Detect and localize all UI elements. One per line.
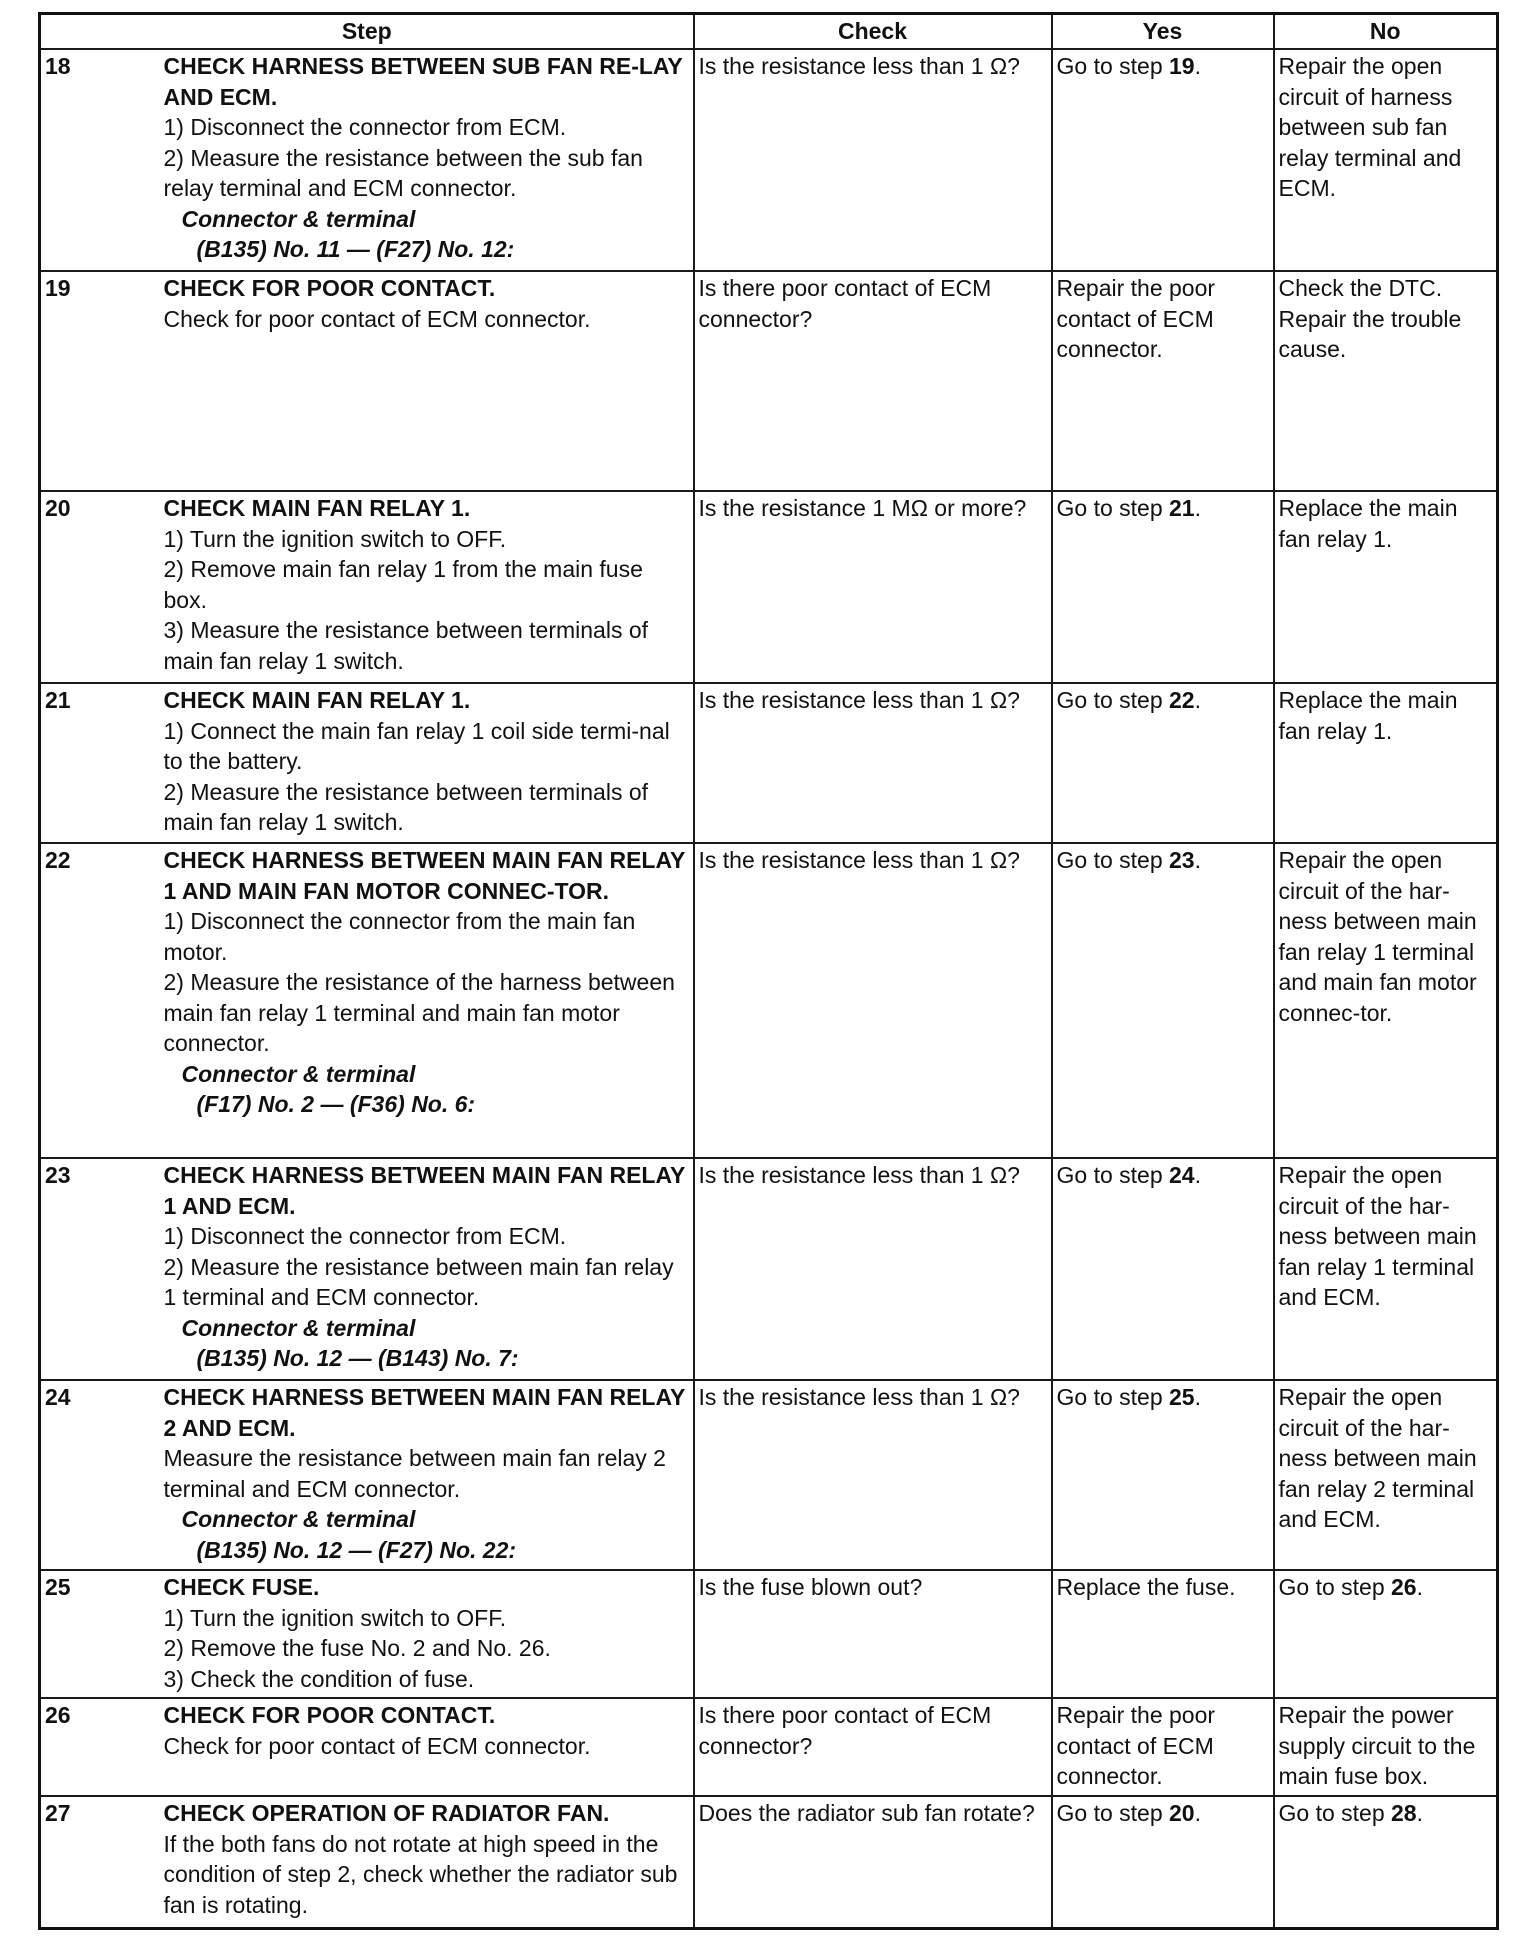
- header-check: Check: [694, 14, 1052, 50]
- check-cell: Is there poor contact of ECM connector?: [694, 271, 1052, 491]
- table-row: [40, 683, 1498, 843]
- table-row: [40, 1698, 1498, 1796]
- step-title: CHECK HARNESS BETWEEN SUB FAN RE-LAY AND ECM.: [163, 53, 683, 110]
- no-step-ref: 26: [1391, 1574, 1417, 1600]
- step-instruction: 2) Remove the fuse No. 2 and No. 26.: [163, 1635, 551, 1661]
- yes-cell: [1052, 1796, 1274, 1928]
- no-cell: [1274, 1570, 1498, 1698]
- step-number: 18: [40, 49, 160, 271]
- step-number: 21: [40, 683, 160, 843]
- step-instruction: 3) Measure the resistance between terminals of main fan relay 1 switch.: [163, 617, 649, 674]
- header-no: No: [1274, 14, 1498, 50]
- no-cell: [1274, 1380, 1498, 1570]
- no-cell: [1274, 683, 1498, 843]
- no-cell: [1274, 843, 1498, 1158]
- step-cell: [160, 1698, 694, 1796]
- step-title: CHECK OPERATION OF RADIATOR FAN.: [163, 1800, 610, 1826]
- header-step: Step: [40, 14, 694, 50]
- step-instruction: Check for poor contact of ECM connector.: [163, 1732, 591, 1759]
- step-instruction: 2) Measure the resistance between main fan relay 1 terminal and ECM connector.: [163, 1253, 674, 1310]
- step-cell: [160, 1570, 694, 1698]
- no-text: Replace the main fan relay 1.: [1278, 687, 1458, 744]
- yes-step-ref: 24: [1169, 1162, 1195, 1188]
- step-cell: [160, 49, 694, 271]
- yes-text: Repair the poor contact of ECM connector.: [1056, 275, 1216, 362]
- yes-cell: [1052, 683, 1274, 843]
- step-title: CHECK MAIN FAN RELAY 1.: [163, 495, 471, 521]
- table-row: [40, 843, 1498, 1158]
- step-instruction: 1) Disconnect the connector from the main fan motor.: [163, 908, 636, 965]
- step-title: CHECK FUSE.: [163, 1574, 320, 1600]
- yes-cell: [1052, 271, 1274, 491]
- table-row: [40, 491, 1498, 683]
- yes-text: Go to step: [1056, 495, 1170, 521]
- no-text: Go to step: [1278, 1574, 1392, 1600]
- check-cell: Is the resistance less than 1 Ω?: [694, 49, 1052, 271]
- yes-cell: [1052, 843, 1274, 1158]
- no-text: Repair the power supply circuit to the main fuse box.: [1278, 1702, 1476, 1789]
- yes-step-ref: 21: [1169, 495, 1195, 521]
- table-row: [40, 49, 1498, 271]
- no-suffix: .: [1416, 1800, 1423, 1826]
- step-instruction: If the both fans do not rotate at high speed in the condition of step 2, check whether the radiator sub fan is rotating.: [163, 1830, 678, 1918]
- yes-text: Go to step: [1056, 1384, 1170, 1410]
- check-cell: Is the resistance less than 1 Ω?: [694, 1380, 1052, 1570]
- no-cell: [1274, 1698, 1498, 1796]
- check-cell: Is the resistance 1 MΩ or more?: [694, 491, 1052, 683]
- yes-suffix: .: [1194, 495, 1201, 521]
- no-cell: [1274, 271, 1498, 491]
- yes-text: Go to step: [1056, 687, 1170, 713]
- no-suffix: .: [1416, 1574, 1423, 1600]
- step-number: 20: [40, 491, 160, 683]
- connector-label: Connector & terminal: [181, 205, 416, 232]
- check-cell: Is the resistance less than 1 Ω?: [694, 843, 1052, 1158]
- step-cell: [160, 683, 694, 843]
- header-yes: Yes: [1052, 14, 1274, 50]
- yes-cell: [1052, 49, 1274, 271]
- table-row: [40, 1796, 1498, 1928]
- step-instruction: 1) Turn the ignition switch to OFF.: [163, 525, 507, 552]
- step-number: 24: [40, 1380, 160, 1570]
- no-step-ref: 28: [1391, 1800, 1417, 1826]
- no-text: Repair the open circuit of harness between sub fan relay terminal and ECM.: [1278, 53, 1462, 201]
- no-text: Replace the main fan relay 1.: [1278, 495, 1458, 552]
- yes-cell: [1052, 1698, 1274, 1796]
- step-title: CHECK HARNESS BETWEEN MAIN FAN RELAY 2 AND ECM.: [163, 1384, 685, 1441]
- step-instruction: Check for poor contact of ECM connector.: [163, 305, 591, 332]
- no-cell: [1274, 491, 1498, 683]
- yes-step-ref: 20: [1169, 1800, 1195, 1826]
- yes-text: Go to step: [1056, 53, 1170, 79]
- yes-cell: [1052, 1380, 1274, 1570]
- header-row: [40, 14, 1498, 50]
- step-instruction: 2) Measure the resistance between terminals of main fan relay 1 switch.: [163, 778, 649, 835]
- no-text: Go to step: [1278, 1800, 1392, 1826]
- table-row: [40, 1380, 1498, 1570]
- step-instruction: 2) Remove main fan relay 1 from the main fuse box.: [163, 556, 643, 613]
- step-instruction: 1) Disconnect the connector from ECM.: [163, 1223, 567, 1249]
- connector-terminal: (B135) No. 11 — (F27) No. 12:: [196, 236, 515, 262]
- check-cell: Is the fuse blown out?: [694, 1570, 1052, 1698]
- yes-cell: [1052, 1158, 1274, 1380]
- step-cell: [160, 843, 694, 1158]
- yes-suffix: .: [1194, 687, 1201, 713]
- yes-text: Repair the poor contact of ECM connector.: [1056, 1702, 1216, 1789]
- step-number: 26: [40, 1698, 160, 1796]
- yes-step-ref: 22: [1169, 687, 1195, 713]
- no-cell: [1274, 1796, 1498, 1928]
- step-instruction: 1) Turn the ignition switch to OFF.: [163, 1604, 507, 1631]
- step-number: 23: [40, 1158, 160, 1380]
- yes-cell: [1052, 1570, 1274, 1698]
- check-cell: Is there poor contact of ECM connector?: [694, 1698, 1052, 1796]
- connector-label: Connector & terminal: [181, 1314, 416, 1341]
- step-number: 19: [40, 271, 160, 491]
- no-text: Repair the open circuit of the har-ness between main fan relay 2 terminal and ECM.: [1278, 1384, 1477, 1532]
- step-cell: [160, 491, 694, 683]
- step-title: CHECK MAIN FAN RELAY 1.: [163, 687, 471, 713]
- yes-suffix: .: [1194, 847, 1201, 873]
- table-row: [40, 1158, 1498, 1380]
- yes-text: Go to step: [1056, 847, 1170, 873]
- connector-label: Connector & terminal: [181, 1060, 416, 1087]
- check-cell: Is the resistance less than 1 Ω?: [694, 683, 1052, 843]
- no-text: Repair the open circuit of the har-ness between main fan relay 1 terminal and ECM.: [1278, 1162, 1477, 1310]
- yes-step-ref: 25: [1169, 1384, 1195, 1410]
- yes-step-ref: 19: [1169, 53, 1195, 79]
- step-instruction: 2) Measure the resistance between the sub fan relay terminal and ECM connector.: [163, 144, 643, 201]
- connector-terminal: (B135) No. 12 — (B143) No. 7:: [196, 1345, 519, 1371]
- yes-suffix: .: [1194, 1384, 1201, 1410]
- check-cell: Does the radiator sub fan rotate?: [694, 1796, 1052, 1928]
- step-instruction: 1) Connect the main fan relay 1 coil side termi-nal to the battery.: [163, 717, 670, 774]
- step-number: 25: [40, 1570, 160, 1698]
- yes-cell: [1052, 491, 1274, 683]
- yes-text: Go to step: [1056, 1800, 1170, 1826]
- step-cell: [160, 1158, 694, 1380]
- step-number: 27: [40, 1796, 160, 1928]
- table-row: [40, 1570, 1498, 1698]
- connector-label: Connector & terminal: [181, 1506, 416, 1532]
- yes-text: Go to step: [1056, 1162, 1170, 1188]
- step-title: CHECK HARNESS BETWEEN MAIN FAN RELAY 1 AND MAIN FAN MOTOR CONNEC-TOR.: [163, 847, 685, 904]
- step-number: 22: [40, 843, 160, 1158]
- step-cell: [160, 271, 694, 491]
- yes-step-ref: 23: [1169, 847, 1195, 873]
- step-title: CHECK HARNESS BETWEEN MAIN FAN RELAY 1 AND ECM.: [163, 1162, 685, 1219]
- step-instruction: 1) Disconnect the connector from ECM.: [163, 114, 567, 140]
- connector-terminal: (F17) No. 2 — (F36) No. 6:: [196, 1091, 476, 1117]
- yes-text: Replace the fuse.: [1056, 1574, 1236, 1600]
- step-instruction: 2) Measure the resistance of the harness between main fan relay 1 terminal and main fan motor connector.: [163, 969, 675, 1056]
- yes-suffix: .: [1194, 1800, 1201, 1826]
- no-cell: [1274, 1158, 1498, 1380]
- step-title: CHECK FOR POOR CONTACT.: [163, 1702, 496, 1728]
- step-cell: [160, 1796, 694, 1928]
- diagnostic-table: [38, 12, 1499, 1930]
- table-row: [40, 271, 1498, 491]
- yes-suffix: .: [1194, 1162, 1201, 1188]
- no-text: Repair the open circuit of the har-ness between main fan relay 1 terminal and main fan motor connec-tor.: [1278, 847, 1477, 1026]
- step-cell: [160, 1380, 694, 1570]
- no-text: Check the DTC. Repair the trouble cause.: [1278, 275, 1462, 362]
- no-cell: [1274, 49, 1498, 271]
- connector-terminal: (B135) No. 12 — (F27) No. 22:: [196, 1536, 517, 1563]
- step-instruction: Measure the resistance between main fan relay 2 terminal and ECM connector.: [163, 1445, 666, 1502]
- check-cell: Is the resistance less than 1 Ω?: [694, 1158, 1052, 1380]
- yes-suffix: .: [1194, 53, 1201, 79]
- step-title: CHECK FOR POOR CONTACT.: [163, 275, 496, 301]
- step-instruction: 3) Check the condition of fuse.: [163, 1665, 475, 1692]
